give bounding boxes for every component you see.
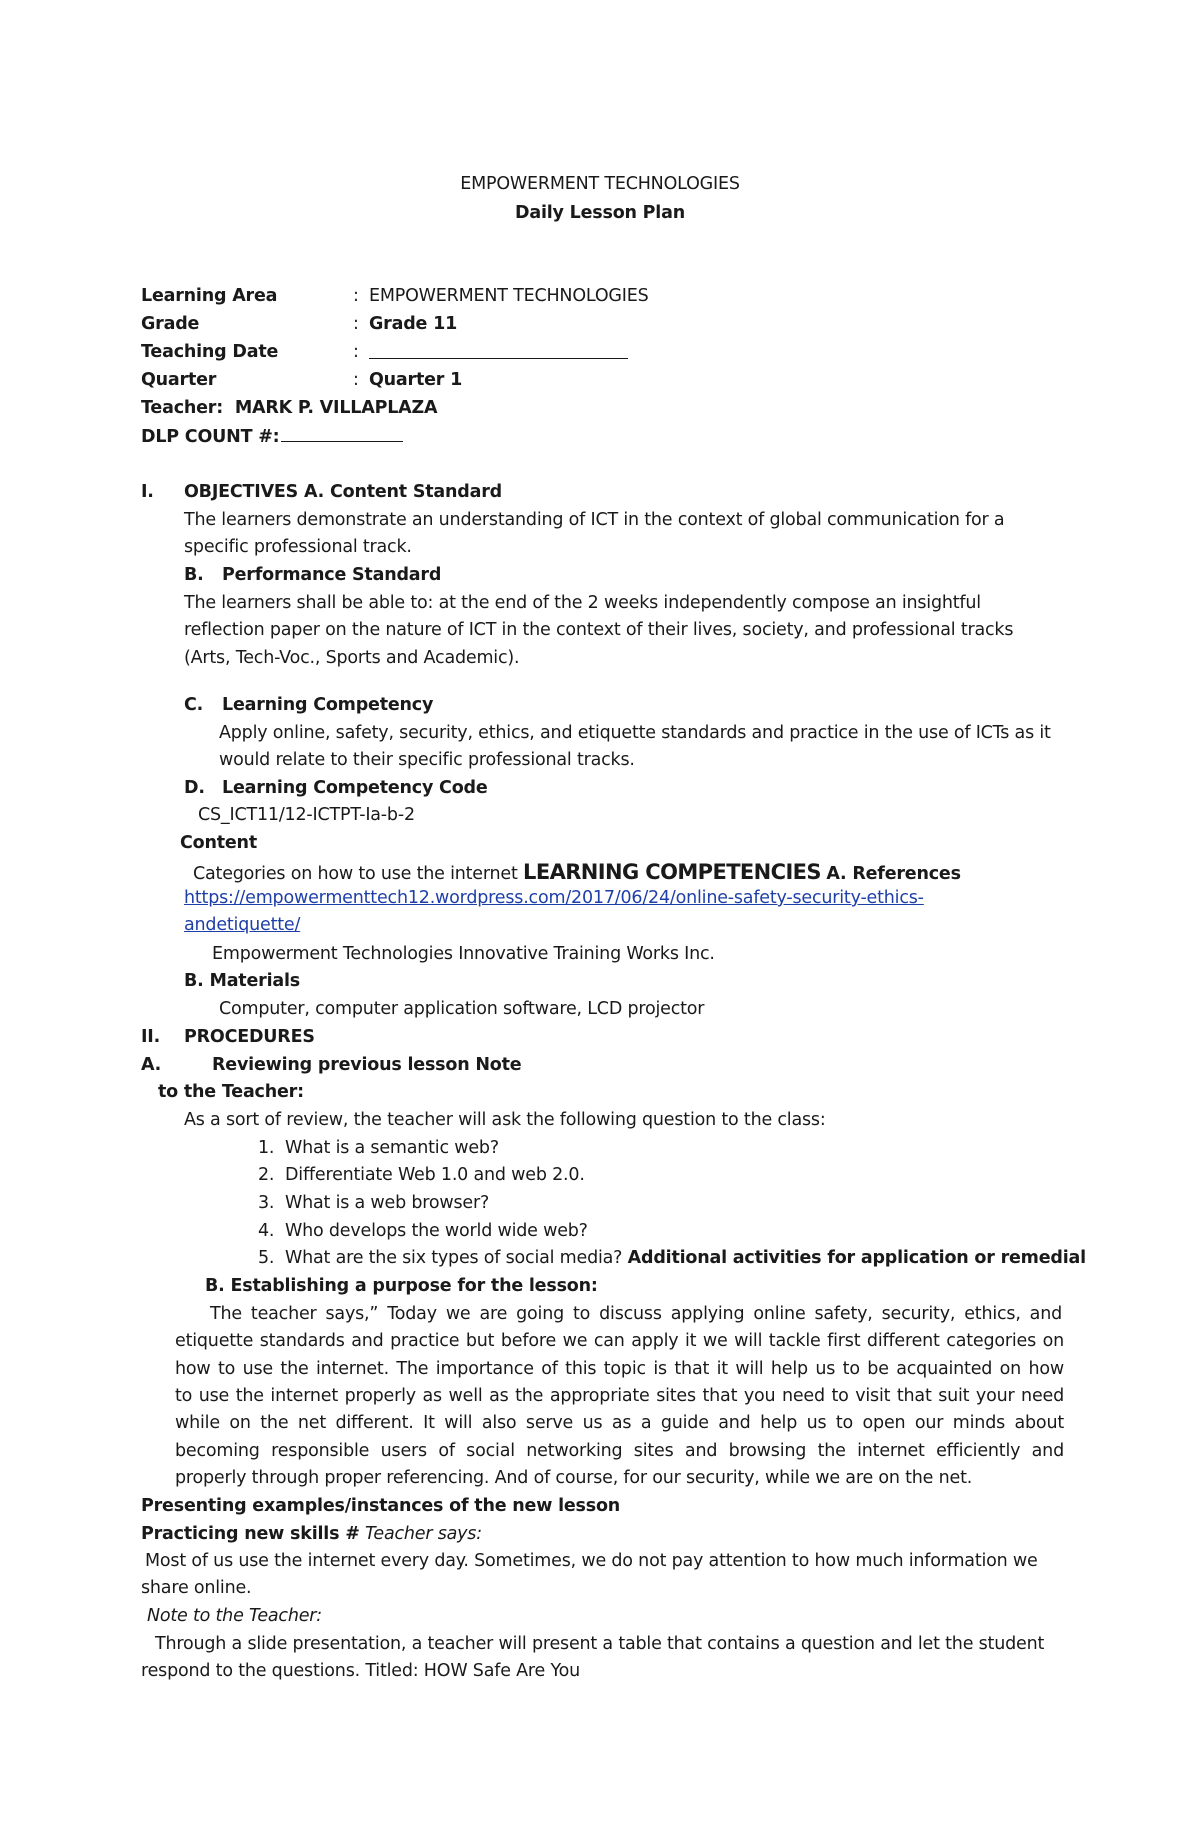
learning-area-value: EMPOWERMENT TECHNOLOGIES: [369, 286, 649, 306]
objectives-numeral: I.: [141, 482, 154, 502]
question-text: What is a semantic web?: [285, 1138, 499, 1158]
slide-line-2: respond to the questions. Titled: HOW Safe Are You: [141, 1661, 581, 1681]
content-standard-line-1: The learners demonstrate an understanding of ICT in the context of global communication for a: [184, 510, 1005, 530]
review-question-4: [258, 1223, 588, 1241]
competency-code-heading: Learning Competency Code: [222, 778, 488, 798]
materials-heading: B. Materials: [184, 971, 300, 991]
purpose-line-1: [210, 1306, 1062, 1324]
materials-list: Computer, computer application software, LCD projector: [219, 999, 705, 1019]
purpose-line-text: The teacher says,” Today we are going to discuss applying online safety, security, ethics, and: [210, 1304, 1062, 1324]
purpose-line-5: [175, 1415, 1064, 1433]
question-number: 4.: [258, 1221, 275, 1241]
review-question-1: [258, 1140, 499, 1158]
competency-line-1: Apply online, safety, security, ethics, and etiquette standards and practice in the use of ICTs as it: [219, 723, 1051, 743]
review-heading: Reviewing previous lesson Note: [212, 1055, 522, 1075]
practicing-line: [141, 1526, 482, 1544]
teaching-date-label: Teaching Date: [141, 342, 279, 362]
procedures-heading: PROCEDURES: [184, 1027, 315, 1047]
question-number: 3.: [258, 1193, 275, 1213]
purpose-line-6: [175, 1443, 1064, 1461]
practicing-heading: Practicing new skills #: [141, 1524, 360, 1544]
content-categories-text: Categories on how to use the internet: [193, 864, 518, 884]
reference-link-line-1[interactable]: https://empowermenttech12.wordpress.com/2017/06/24/online-safety-security-ethics-: [184, 888, 924, 908]
slide-line-1: Through a slide presentation, a teacher will present a table that contains a question and let the student: [155, 1634, 1045, 1654]
teacher-name: MARK P. VILLAPLAZA: [234, 398, 438, 418]
grade-colon: :: [353, 314, 359, 334]
teacher-says-label: Teacher says:: [365, 1524, 482, 1544]
document-title: EMPOWERMENT TECHNOLOGIES: [460, 174, 740, 194]
review-question-2: [258, 1167, 585, 1185]
reference-publisher: Empowerment Technologies Innovative Training Works Inc.: [212, 944, 715, 964]
references-heading: A. References: [826, 864, 961, 884]
review-question-5: [258, 1250, 1086, 1268]
review-letter: A.: [141, 1055, 162, 1075]
question-text: Differentiate Web 1.0 and web 2.0.: [285, 1165, 585, 1185]
learning-competencies-heading: LEARNING COMPETENCIES: [523, 860, 821, 884]
performance-line-1: The learners shall be able to: at the end of the 2 weeks independently compose an insightful: [184, 593, 981, 613]
purpose-line-7: [175, 1470, 1064, 1488]
teacher-label: Teacher:: [141, 398, 224, 418]
question-number: 1.: [258, 1138, 275, 1158]
grade-label: Grade: [141, 314, 200, 334]
quarter-value: Quarter 1: [369, 370, 463, 390]
competency-code-letter: D.: [184, 778, 205, 798]
performance-heading: Performance Standard: [222, 565, 442, 585]
learning-area-label: Learning Area: [141, 286, 278, 306]
presenting-heading: Presenting examples/instances of the new lesson: [141, 1496, 621, 1516]
content-standard-line-2: specific professional track.: [184, 537, 412, 557]
procedures-numeral: II.: [141, 1027, 161, 1047]
learning-area-colon: :: [353, 286, 359, 306]
reference-link-line-2[interactable]: andetiquette/: [184, 915, 301, 935]
purpose-line-text: while on the net different. It will also serve us as a guide and help us to open our minds about: [175, 1413, 1064, 1433]
purpose-line-3: [175, 1361, 1064, 1379]
purpose-line-text: how to use the internet. The importance of this topic is that it will help us to be acquainted on how: [175, 1359, 1064, 1379]
purpose-line-text: properly through proper referencing. And of course, for our security, while we are on the net.: [175, 1468, 973, 1488]
purpose-line-text: to use the internet properly as well as the appropriate sites that you need to visit that suit your need: [175, 1386, 1064, 1406]
performance-letter: B.: [184, 565, 204, 585]
review-intro: As a sort of review, the teacher will ask the following question to the class:: [184, 1110, 826, 1130]
question-text: What is a web browser?: [285, 1193, 490, 1213]
question-text: Who develops the world wide web?: [285, 1221, 588, 1241]
quarter-label: Quarter: [141, 370, 217, 390]
teaching-date-blank: [369, 344, 628, 364]
competency-code: CS_ICT11/12-ICTPT-Ia-b-2: [198, 805, 415, 825]
review-heading-cont: to the Teacher:: [158, 1082, 304, 1102]
purpose-heading: B. Establishing a purpose for the lesson:: [205, 1276, 598, 1296]
teacher-row: [141, 400, 437, 418]
question-number: 2.: [258, 1165, 275, 1185]
review-question-3: [258, 1195, 489, 1213]
objectives-heading: OBJECTIVES A. Content Standard: [184, 482, 502, 502]
additional-activities-heading: Additional activities for application or remedial: [627, 1248, 1086, 1268]
quarter-colon: :: [353, 370, 359, 390]
dlp-count-label: DLP COUNT #:: [141, 427, 280, 447]
performance-line-3: (Arts, Tech-Voc., Sports and Academic).: [184, 648, 520, 668]
note-to-teacher: Note to the Teacher:: [147, 1606, 322, 1626]
internet-line-1: Most of us use the internet every day. Sometimes, we do not pay attention to how much information we: [145, 1551, 1038, 1571]
purpose-line-4: [175, 1388, 1064, 1406]
question-number: 5.: [258, 1248, 275, 1268]
document-subtitle: Daily Lesson Plan: [515, 203, 685, 223]
purpose-line-2: [175, 1333, 1064, 1351]
content-categories-line: [193, 862, 961, 884]
teaching-date-colon: :: [353, 342, 359, 362]
competency-line-2: would relate to their specific professional tracks.: [219, 750, 635, 770]
purpose-line-text: etiquette standards and practice but before we can apply it we will tackle first different categories on: [175, 1331, 1064, 1351]
question-text: What are the six types of social media?: [285, 1248, 623, 1268]
performance-line-2: reflection paper on the nature of ICT in the context of their lives, society, and professional tracks: [184, 620, 1014, 640]
internet-line-2: share online.: [141, 1578, 252, 1598]
dlp-count-blank: [281, 427, 403, 442]
competency-heading: Learning Competency: [222, 695, 434, 715]
grade-value: Grade 11: [369, 314, 458, 334]
dlp-count-row: [141, 427, 403, 447]
competency-letter: C.: [184, 695, 204, 715]
purpose-line-text: becoming responsible users of social networking sites and browsing the internet efficiently and: [175, 1441, 1064, 1461]
content-heading: Content: [180, 833, 257, 853]
